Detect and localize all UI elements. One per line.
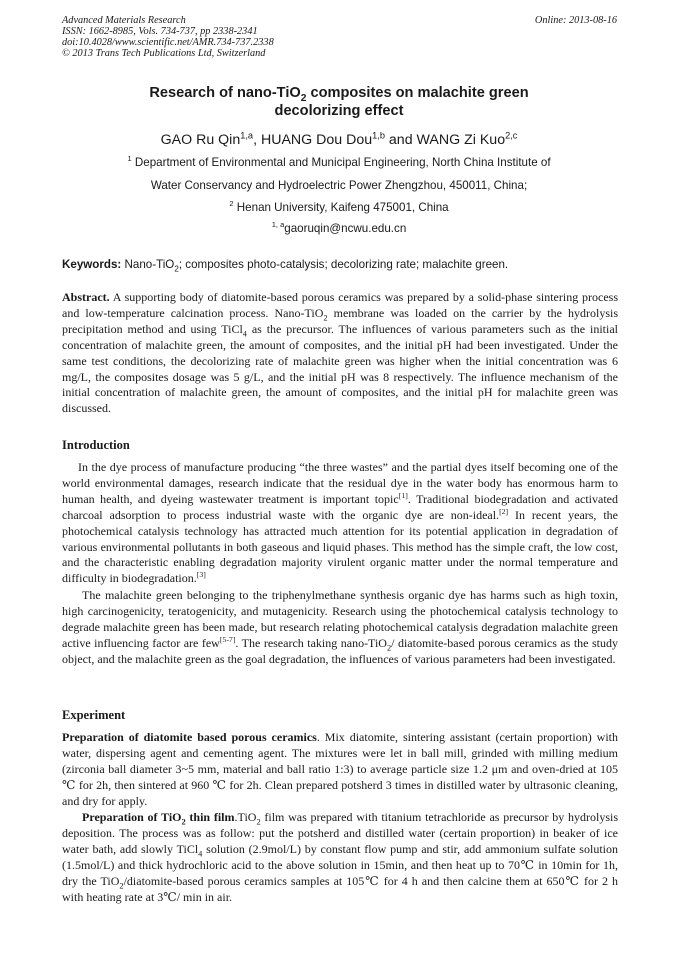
journal-header	[62, 15, 617, 59]
experiment-paragraph-2	[62, 810, 618, 905]
issn-line: ISSN: 1662-8985, Vols. 734-737, pp 2338-2341	[62, 26, 258, 37]
abstract-subscript: 2	[323, 313, 328, 323]
affiliation-1	[40, 156, 638, 169]
section-heading-introduction: Introduction	[62, 438, 130, 452]
email-marker: 1, a	[271, 220, 285, 230]
copyright-line: © 2013 Trans Tech Publications Ltd, Switzerland	[62, 48, 266, 59]
experiment-text: . Mix diatomite, sintering assistant (certain proportion) with water, dispersing agent and cementing agent. The mixtures were let in ball mill, grinded with milling medium (zirconia ball diameter 3~5 mm, material and ball ratio 1:3) to average particle size 1.2 μm and oven-dried at 105 ℃ for 2h, then sintered at 960 ℃ for 2h. Clean prepared potsherd 3 times in distilled water by ultrasonic cleaning, and dry for apply.	[62, 730, 618, 808]
intro-paragraph-2	[62, 588, 618, 668]
subsection-label-text: Preparation of TiO	[82, 810, 182, 824]
online-date: Online: 2013-08-16	[534, 15, 617, 26]
subsection-label-subscript: 2	[181, 817, 186, 827]
citation: [3]	[196, 570, 206, 580]
abstract-label: Abstract.	[62, 290, 110, 304]
affiliation-1-marker: 1	[127, 154, 132, 164]
affiliation-1-line-1: Department of Environmental and Municipal Engineering, North China Institute of	[134, 156, 551, 169]
author-list	[40, 132, 638, 148]
author-2-affil: 1,b	[372, 130, 385, 141]
paper-title	[80, 84, 598, 120]
keywords-text: ; composites photo-catalysis; decolorizing rate; malachite green.	[178, 258, 509, 271]
affiliation-2	[40, 201, 638, 214]
subsection-label: Preparation of diatomite based porous ceramics	[62, 730, 317, 744]
author-3: WANG Zi Kuo	[416, 132, 506, 148]
intro-subscript: 2	[386, 643, 392, 653]
keywords-subscript: 2	[174, 264, 179, 274]
abstract	[62, 290, 618, 417]
citation: [5-7]	[219, 634, 236, 644]
affiliation-1-line-2: Water Conservancy and Hydroelectric Power Zhengzhou, 450011, China;	[150, 179, 528, 192]
author-1: GAO Ru Qin	[160, 132, 241, 148]
author-email	[40, 222, 638, 235]
author-separator: ,	[253, 132, 261, 148]
keywords-label: Keywords:	[62, 258, 122, 271]
title-text-2: composites on malachite green	[306, 85, 529, 101]
author-1-affil: 1,a	[240, 130, 254, 141]
doi-line: doi:10.4028/www.scientific.net/AMR.734-737.2338	[62, 37, 274, 48]
abstract-text: A supporting body of diatomite-based porous ceramics was prepared by a solid-phase sintering process and low-temperature calcination process. Nano-TiO	[62, 290, 618, 320]
experiment-text: solution (2.9mol/L) by constant flow pump and stir, add ammonium sulfate solution (1.5mol/L) and thick hydrochloric acid to the above solution in 15min, and then heat up to 70℃ in 10min for 1h, dry the TiO	[62, 841, 618, 888]
citation: [2]	[499, 506, 509, 516]
intro-text: The malachite green belonging to the triphenylmethane synthesis organic dye has harms such as high toxin, high carcinogenicity, teratogenicity, and mutagenicity. Research using the photochemical catalysis technology to degrade malachite green has been made, but research relating photochemical catalysis degradation malachite green active influencing factor are few	[62, 588, 618, 650]
author-3-affil: 2,c	[505, 130, 518, 141]
intro-text: In the dye process of manufacture producing “the three wastes” and the partial dyes itself becoming one of the world environmental damages, research indicate that the residual dye in the water body has enormous harm to human health, and dyeing wastewater treatment is important topic	[62, 460, 618, 506]
affiliation-2-marker: 2	[229, 199, 234, 209]
experiment-text: .TiO	[234, 810, 257, 824]
title-text-1: Research of nano-TiO	[149, 85, 301, 101]
title-line-2: decolorizing effect	[274, 103, 404, 119]
author-2: HUANG Dou Dou	[260, 132, 373, 148]
abstract-text: as the precursor. The influences of various parameters such as the initial concentration of malachite green, the amount of composites, and the initial pH had been investigated. Under the same test conditions, the decolorizing rate of malachite green was higher when the initial concentration was 6 mg/L, the composites dosage was 5 g/L, and the initial pH was 8 respectively. The influence mechanism of the initial concentration of malachite green, the amount of composites, and the initial pH for malachite green was discussed.	[62, 321, 618, 416]
abstract-subscript: 4	[242, 329, 247, 339]
citation: [1]	[398, 490, 408, 500]
subsection-label	[82, 810, 235, 827]
keywords	[62, 258, 618, 274]
title-subscript: 2	[300, 92, 307, 104]
intro-text: . Traditional biodegradation and activated charcoal adsorption to process industrial waste with the organic dye are non-ideal.	[62, 491, 618, 522]
section-heading-experiment: Experiment	[62, 708, 126, 722]
journal-name: Advanced Materials Research	[62, 15, 186, 26]
intro-paragraph-1	[62, 460, 618, 587]
experiment-subscript: 2	[256, 817, 261, 827]
subsection-label-text: thin film	[185, 810, 235, 824]
affiliation-1-cont	[40, 179, 638, 192]
experiment-subscript: 2	[119, 881, 124, 891]
abstract-text: membrane was loaded on the carrier by the hydrolysis precipitation method and using TiCl	[62, 305, 618, 336]
experiment-paragraph-1	[62, 730, 618, 810]
experiment-text: /diatomite-based porous ceramics samples at 105℃ for 4 h and then calcine them at 650℃ for 2 h with heating rate at 3℃/ min in air.	[62, 873, 618, 904]
intro-text: / diatomite-based porous ceramics as the study object, and the malachite green as the goal degradation, the influences of various parameters had been investigated.	[62, 635, 618, 666]
author-separator: and	[384, 132, 417, 148]
keywords-text: Nano-TiO	[121, 258, 175, 271]
experiment-subscript: 4	[198, 849, 203, 859]
email-address: gaoruqin@ncwu.edu.cn	[284, 222, 407, 235]
experiment-text: film was prepared with titanium tetrachloride as precursor by hydrolysis deposition. The process was as follow: put the potsherd and distilled water (certain proportion) in beaker of ice water bath, add slowly TiCl	[62, 810, 619, 856]
affiliation-2-text: Henan University, Kaifeng 475001, China	[236, 201, 449, 214]
intro-text: . The research taking nano-TiO	[235, 635, 387, 650]
intro-text: In recent years, the photochemical catalysis technology has attracted much attention for its potential application in degradation of various environmental pollutants in both gaseous and liquid phases. This method has the simple craft, the low cost, and the characteristic enabling degradation majority virulent organic matter under the normal temperature and difficulty in biodegradation.	[62, 507, 618, 586]
